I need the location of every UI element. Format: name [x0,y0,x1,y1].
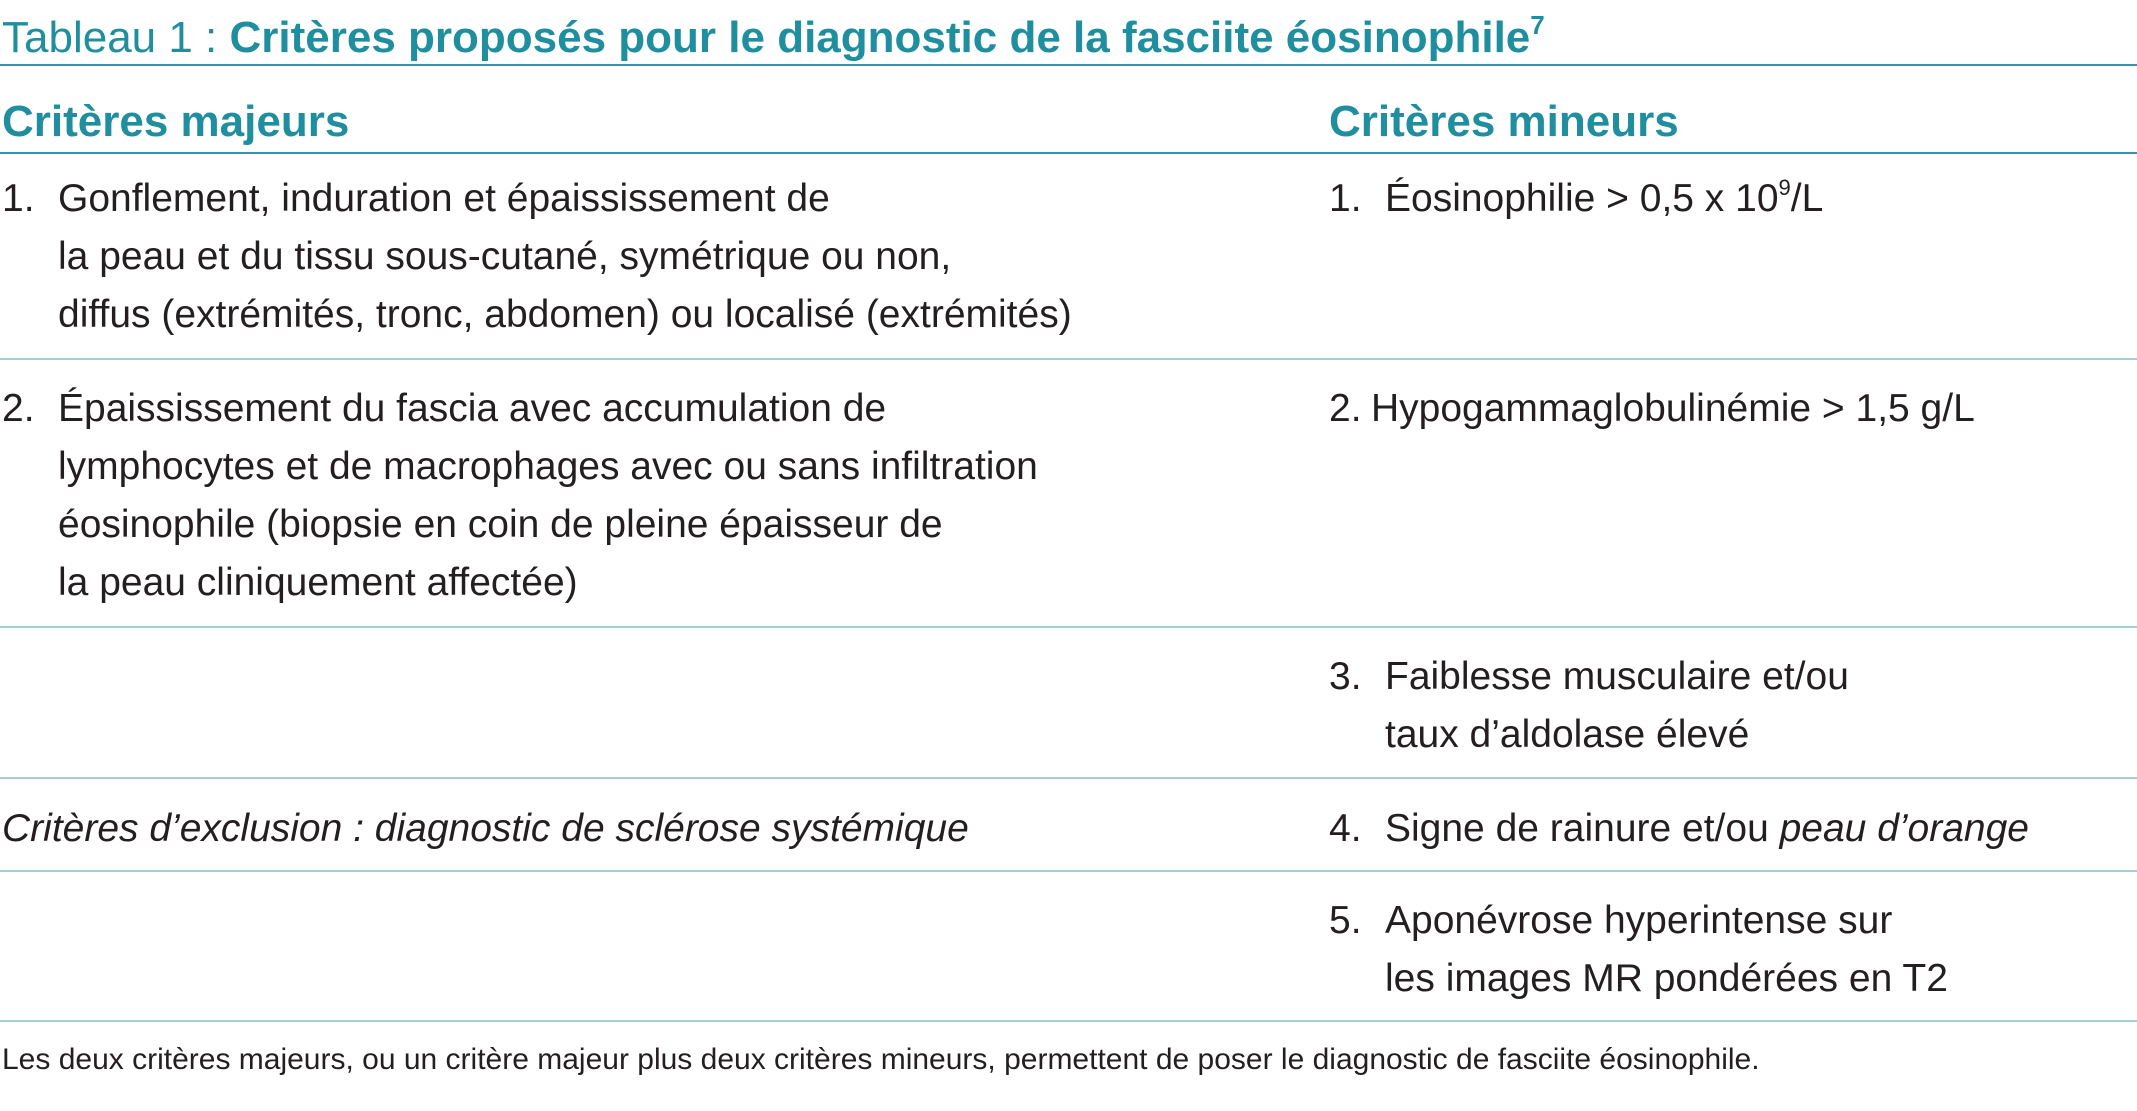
row-divider-1 [0,358,2137,360]
major-criterion-1-text [58,170,1072,344]
minor-criterion-1-text [1385,170,1823,228]
minor-criterion-3-line-2: taux d’aldolase élevé [1385,713,1750,756]
minor-criterion-4-text-italic: peau d’orange [1779,807,2029,850]
column-header-major: Critères majeurs [2,97,350,146]
major-criterion-2-line-1: Épaississement du fascia avec accumulation de [58,387,887,430]
reference-superscript: 7 [1530,10,1545,40]
minor-criterion-4-text [1385,800,2029,858]
major-criterion-2-line-4: la peau cliniquement affectée) [58,561,578,604]
minor-criterion-1-exponent: 9 [1778,175,1791,200]
minor-criterion-1-text-after: /L [1790,177,1824,220]
minor-criterion-1-text-before: Éosinophilie > 0,5 x 10 [1385,177,1779,220]
table-footnote: Les deux critères majeurs, ou un critère majeur plus deux critères mineurs, permettent de poser le diagnostic de fasciite éosinophile. [2,1043,1760,1076]
minor-criterion-1-number: 1. [1329,177,1362,220]
major-criterion-1-line-2: la peau et du tissu sous-cutané, symétrique ou non, [58,235,952,278]
minor-criterion-3-line-1: Faiblesse musculaire et/ou [1385,655,1849,698]
row-divider-4 [0,870,2137,872]
minor-criterion-3-text [1385,648,1849,764]
row-divider-3 [0,777,2137,779]
row-divider-2 [0,626,2137,628]
major-criterion-2-line-2: lymphocytes et de macrophages avec ou sans infiltration [58,445,1038,488]
table-title-prefix: Tableau 1 : [2,13,230,62]
minor-criterion-2-number: 2. [1329,387,1362,430]
minor-criterion-2-text: Hypogammaglobulinémie > 1,5 g/L [1371,387,1975,430]
table-bottom-rule [0,1020,2137,1022]
minor-criterion-3-number: 3. [1329,655,1362,698]
minor-criterion-5-line-1: Aponévrose hyperintense sur [1385,899,1893,942]
major-criterion-2-line-3: éosinophile (biopsie en coin de pleine épaisseur de [58,503,943,546]
column-header-minor: Critères mineurs [1329,97,1679,146]
minor-criterion-5-number: 5. [1329,899,1362,942]
major-criterion-1-number: 1. [2,177,35,220]
minor-criterion-4-number: 4. [1329,807,1362,850]
table-title-main: Critères proposés pour le diagnostic de la fasciite éosinophile [229,13,1531,62]
major-criterion-2-number: 2. [2,387,35,430]
exclusion-criteria: Critères d’exclusion : diagnostic de sclérose systémique [2,807,969,850]
table-title [2,8,1545,68]
minor-criterion-5-line-2: les images MR pondérées en T2 [1385,957,1948,1000]
minor-criterion-5-text [1385,892,1948,1008]
header-rule [0,152,2137,154]
major-criterion-1-line-3: diffus (extrémités, tronc, abdomen) ou localisé (extrémités) [58,293,1072,336]
minor-criterion-4-text-plain: Signe de rainure et/ou [1385,807,1780,850]
major-criterion-2-text [58,380,1038,612]
major-criterion-1-line-1: Gonflement, induration et épaississement de [58,177,830,220]
title-rule [0,64,2137,66]
